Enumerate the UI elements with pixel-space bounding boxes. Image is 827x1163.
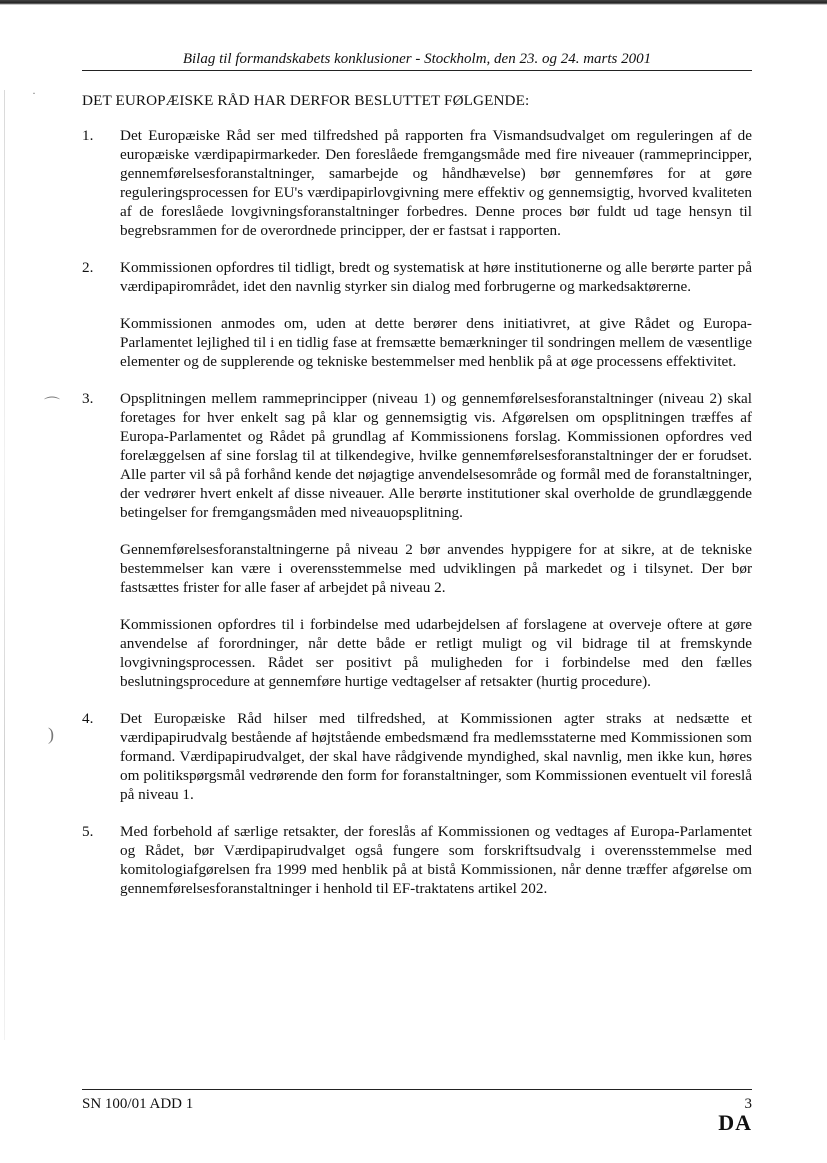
paragraph-text: Opsplitningen mellem rammeprincipper (niveau 1) og gennemførelsesforanstaltninger (niveau 2) skal foretages for hver enkelt sag på klar og gennemsigtig vis. Afgørelsen om opsplitningen træffes af Europa-Parlamentet og Rådet på grundlag af Kommissionens forslag. Kommissionen opfordres ved forelæggelsen af sine forslag til at tilkendegive, hvilke gennemførelsesforanstaltninger der er forudset. Alle parter vil så på forhånd kende det nøjagtige anvendelsesområde og formål med de foranstaltninger, der vedrører hvert enkelt af disse niveauer. Alle berørte institutioner skal overholde de grundlæggende betingelser for fremgangsmåden med niveauopsplitning. bbox=[120, 390, 752, 521]
scan-speck: ) bbox=[48, 724, 54, 744]
paragraph bbox=[82, 258, 752, 296]
paragraph-text: Kommissionen opfordres til tidligt, bredt og systematisk at høre institutionerne og alle berørte parter på værdipapirområdet, idet den navnlig styrker sin dialog med forbrugerne og markedsaktørerne. bbox=[120, 259, 752, 295]
paragraph bbox=[82, 822, 752, 898]
paragraph-number: 2. bbox=[82, 259, 94, 276]
paragraph-number: 1. bbox=[82, 127, 94, 144]
page-footer bbox=[82, 1089, 752, 1112]
paragraph bbox=[82, 126, 752, 240]
language-code: DA bbox=[718, 1110, 752, 1135]
paragraph-text: Det Europæiske Råd hilser med tilfredshed, at Kommissionen agter straks at nedsætte et værdipapirudvalg bestående af højtstående embedsmænd fra medlemsstaterne med Kommissionen som formand. Værdipapirudvalget, der skal have rådgivende myndighed, skal navnlig, men ikke kun, høres om politikspørgsmål vedrørende den form for foranstaltninger, som Kommissionen eventuelt vil foreslå på niveau 1. bbox=[120, 710, 752, 803]
scan-left-edge bbox=[4, 90, 5, 1040]
scan-top-edge bbox=[0, 0, 827, 5]
paragraph bbox=[82, 615, 752, 691]
paragraph bbox=[82, 540, 752, 597]
paragraph bbox=[82, 389, 752, 522]
paragraph-text: Kommissionen anmodes om, uden at dette berører dens initiativret, at give Rådet og Europa-Parlamentet lejlighed til i en tidlig fase at fremsætte bemærkninger til sondringen mellem de væsentlige elementer og de supplerende og tekniske bestemmelser med henblik på at øge processens effektivitet. bbox=[120, 315, 752, 370]
paragraph-text: Gennemførelsesforanstaltningerne på niveau 2 bør anvendes hyppigere for at sikre, at de tekniske bestemmelser kan være i overensstemmelse med udviklingen på markedet og i tilsynet. Der bør fastsættes frister for alle faser af arbejdet på niveau 2. bbox=[120, 541, 752, 596]
paragraph-number: 3. bbox=[82, 390, 94, 407]
document-reference: SN 100/01 ADD 1 bbox=[82, 1096, 194, 1112]
paragraph-number: 4. bbox=[82, 710, 94, 727]
paragraph-text: Det Europæiske Råd ser med tilfredshed på rapporten fra Vismandsudvalget om reguleringen af de europæiske værdipapirmarkeder. Den foreslåede fremgangsmåde med fire niveauer (rammeprincipper, gennemførelsesforanstaltninger, samarbejde og håndhævelse) bør gennemføres for at gøre reguleringsprocessen for EU's værdipapirlovgivning mere effektiv og gennemsigtig, hvorved kvaliteten af de foreslåede lovgivningsforanstaltninger forbedres. Denne proces bør fuldt ud tage hensyn til begrebsrammen for de overordnede principper, der er fastsat i rapporten. bbox=[120, 127, 752, 239]
scan-speck: ⌒ bbox=[44, 397, 61, 414]
paragraph bbox=[82, 709, 752, 804]
paragraph-text: Med forbehold af særlige retsakter, der foreslås af Kommissionen og vedtages af Europa-Parlamentet og Rådet, bør Værdipapirudvalget også fungere som forskriftsudvalg i overensstemmelse med komitologiafgørelsen fra 1999 med henblik på at bistå Kommissionen, når denne træffer afgørelse om gennemførelsesforanstaltninger i henhold til EF-traktatens artikel 202. bbox=[120, 823, 752, 897]
intro-heading: DET EUROPÆISKE RÅD HAR DERFOR BESLUTTET FØLGENDE: bbox=[82, 92, 530, 109]
paragraph-text: Kommissionen opfordres til i forbindelse med udarbejdelsen af forslagene at overveje oftere at gøre anvendelse af forordninger, når dette både er retligt muligt og vil bidrage til at fremskynde lovgivningsprocessen. Rådet ser positivt på muligheden for i forbindelse med den fælles beslutningsprocedure at gennemføre hurtige vedtagelser af retsakter (hurtig procedure). bbox=[120, 616, 752, 690]
scan-speck: · bbox=[32, 86, 36, 100]
paragraph-number: 5. bbox=[82, 823, 94, 840]
running-header: Bilag til formandskabets konklusioner - Stockholm, den 23. og 24. marts 2001 bbox=[82, 50, 752, 71]
paragraph bbox=[82, 314, 752, 371]
document-body bbox=[82, 126, 752, 916]
page-number: 3 bbox=[744, 1096, 752, 1112]
